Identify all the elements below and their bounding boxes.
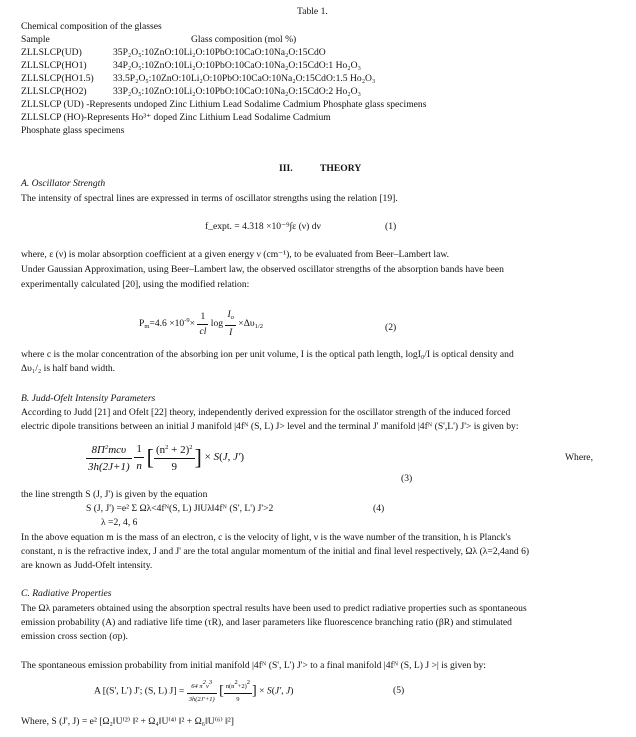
equation-number: (3)	[401, 473, 413, 484]
section-title: THEORY	[320, 163, 362, 174]
paragraph-line: emission cross section (σp).	[21, 631, 128, 642]
col-sample: Sample	[21, 34, 50, 45]
row-sample: ZLLSLCP(HO2)	[21, 86, 87, 97]
paragraph-line: In the above equation m is the mass of an electron, c is the velocity of light, ν is the wave number of the transition, h is Planck's	[21, 532, 511, 543]
equation-number: (1)	[385, 221, 397, 232]
subsection-heading: A. Oscillator Strength	[21, 178, 106, 189]
paragraph-line: where c is the molar concentration of the absorbing ion per unit volume, I is the optical path length, logI₀/I is optical density and	[21, 349, 514, 360]
equation-3: $\frac{8\Pi^2mc\upsilon}{3h(2J+1)}$ $\frac{1}{n}$ [ $\frac{(n^2 + 2)^2}{9}$ ] × S(J, J')	[86, 440, 244, 475]
paragraph-line: Under Gaussian Approximation, using Beer–Lambert law, the observed oscillator strengths of the absorption bands have been	[21, 264, 504, 275]
paragraph-line: electric dipole transitions between an initial J manifold |4fᴺ (S, L) J> level and the terminal J' manifold |4fᴺ (S',L') J'> is given by:	[21, 421, 519, 432]
equation-2: $P_m=4.6 \times 10^{-9}\times$ $\frac{1}{cl}$ log $\frac{I_o}{I}$ $\times\Delta\upsilon_{1/2}$	[139, 309, 263, 338]
row-composition: 33P₂O₅:10ZnO:10Li₂O:10PbO:10CaO:10Na₂O:15CdO:2 Ho₂O₃	[113, 86, 361, 97]
equation-4-range: λ =2, 4, 6	[101, 517, 138, 528]
paragraph-line: the line strength S (J, J') is given by the equation	[21, 489, 208, 500]
equation-number: (5)	[393, 685, 405, 696]
paragraph-line: Where, S (J', J) = e² [Ω₂‖U⁽²⁾ ‖² + Ω₄‖U⁽⁴⁾ ‖² + Ω₆‖U⁽⁶⁾ ‖²]	[21, 716, 234, 727]
section-number: III.	[279, 163, 293, 174]
paragraph-line: The intensity of spectral lines are expressed in terms of oscillator strengths using the relation [19].	[21, 193, 398, 204]
equation-1: f_expt. = 4.318 ×10⁻⁹∫ε (ν) dν	[205, 221, 321, 232]
row-sample: ZLLSLCP(HO1)	[21, 60, 87, 71]
equation-5: A [(S', L') J'; (S, L) J] = $\frac{64 \pi 2\nu 3}{3h(2J'+1)}$ [ $\frac{n(n2+2)2}{9}$ ] × S(J', J)	[94, 679, 294, 703]
subsection-heading: C. Radiative Properties	[21, 588, 112, 599]
paragraph-line: constant, n is the refractive index, J and J' are the total angular momentum of the initial and final level respectively, Ωλ (λ=2,4and 6)	[21, 546, 530, 557]
note: ZLLSLCP (HO)-Represents Ho³⁺ doped Zinc Lithium Lead Sodalime Cadmium	[21, 112, 331, 123]
paragraph-line: are known as Judd-Ofelt intensity.	[21, 560, 153, 571]
paragraph-line: The spontaneous emission probability from initial manifold |4fᴺ (S', L') J'> to a final manifold |4fᴺ (S, L) J >| is given by:	[21, 660, 486, 671]
where-label: Where,	[565, 452, 593, 463]
paragraph-line: Δυ₁/₂ is half band width.	[21, 363, 116, 374]
equation-number: (2)	[385, 322, 397, 333]
row-sample: ZLLSLCP(UD)	[21, 47, 82, 58]
col-composition: Glass composition (mol %)	[191, 34, 297, 45]
paragraph-line: According to Judd [21] and Ofelt [22] theory, independently derived expression for the oscillator strength of the induced forced	[21, 407, 511, 418]
paragraph-line: where, ε (ν) is molar absorption coefficient at a given energy ν (cm⁻¹), to be evaluated from Beer–Lambert law.	[21, 249, 450, 260]
subsection-heading: B. Judd-Ofelt Intensity Parameters	[21, 393, 156, 404]
row-composition: 33.5P₂O₅:10ZnO:10Li₂O:10PbO:10CaO:10Na₂O:15CdO:1.5 Ho₂O₃	[113, 73, 376, 84]
paragraph-line: emission probability (A) and radiative life time (τR), and laser parameters like fluorescence branching ratio (βR) and stimulated	[21, 617, 512, 628]
row-composition: 35P₂O₅:10ZnO:10Li₂O:10PbO:10CaO:10Na₂O:15CdO	[113, 47, 326, 58]
note: Phosphate glass specimens	[21, 125, 125, 136]
equation-4: S (J, J') =e² Σ Ωλ<4fᴺ(S, L) J‖Uλ‖4fᴺ (S', L') J'>2	[86, 503, 274, 514]
paragraph-line: experimentally calculated [20], using the modified relation:	[21, 279, 250, 290]
equation-number: (4)	[373, 503, 385, 514]
paragraph-line: The Ωλ parameters obtained using the absorption spectral results have been used to predict radiative properties such as spontaneous	[21, 603, 527, 614]
row-composition: 34P₂O₅:10ZnO:10Li₂O:10PbO:10CaO:10Na₂O:15CdO:1 Ho₂O₃	[113, 60, 361, 71]
note: ZLLSLCP (UD) -Represents undoped Zinc Lithium Lead Sodalime Cadmium Phosphate glass specimens	[21, 99, 427, 110]
composition-heading: Chemical composition of the glasses	[21, 21, 162, 32]
row-sample: ZLLSLCP(HO1.5)	[21, 73, 94, 84]
table-title: Table 1.	[297, 6, 328, 17]
